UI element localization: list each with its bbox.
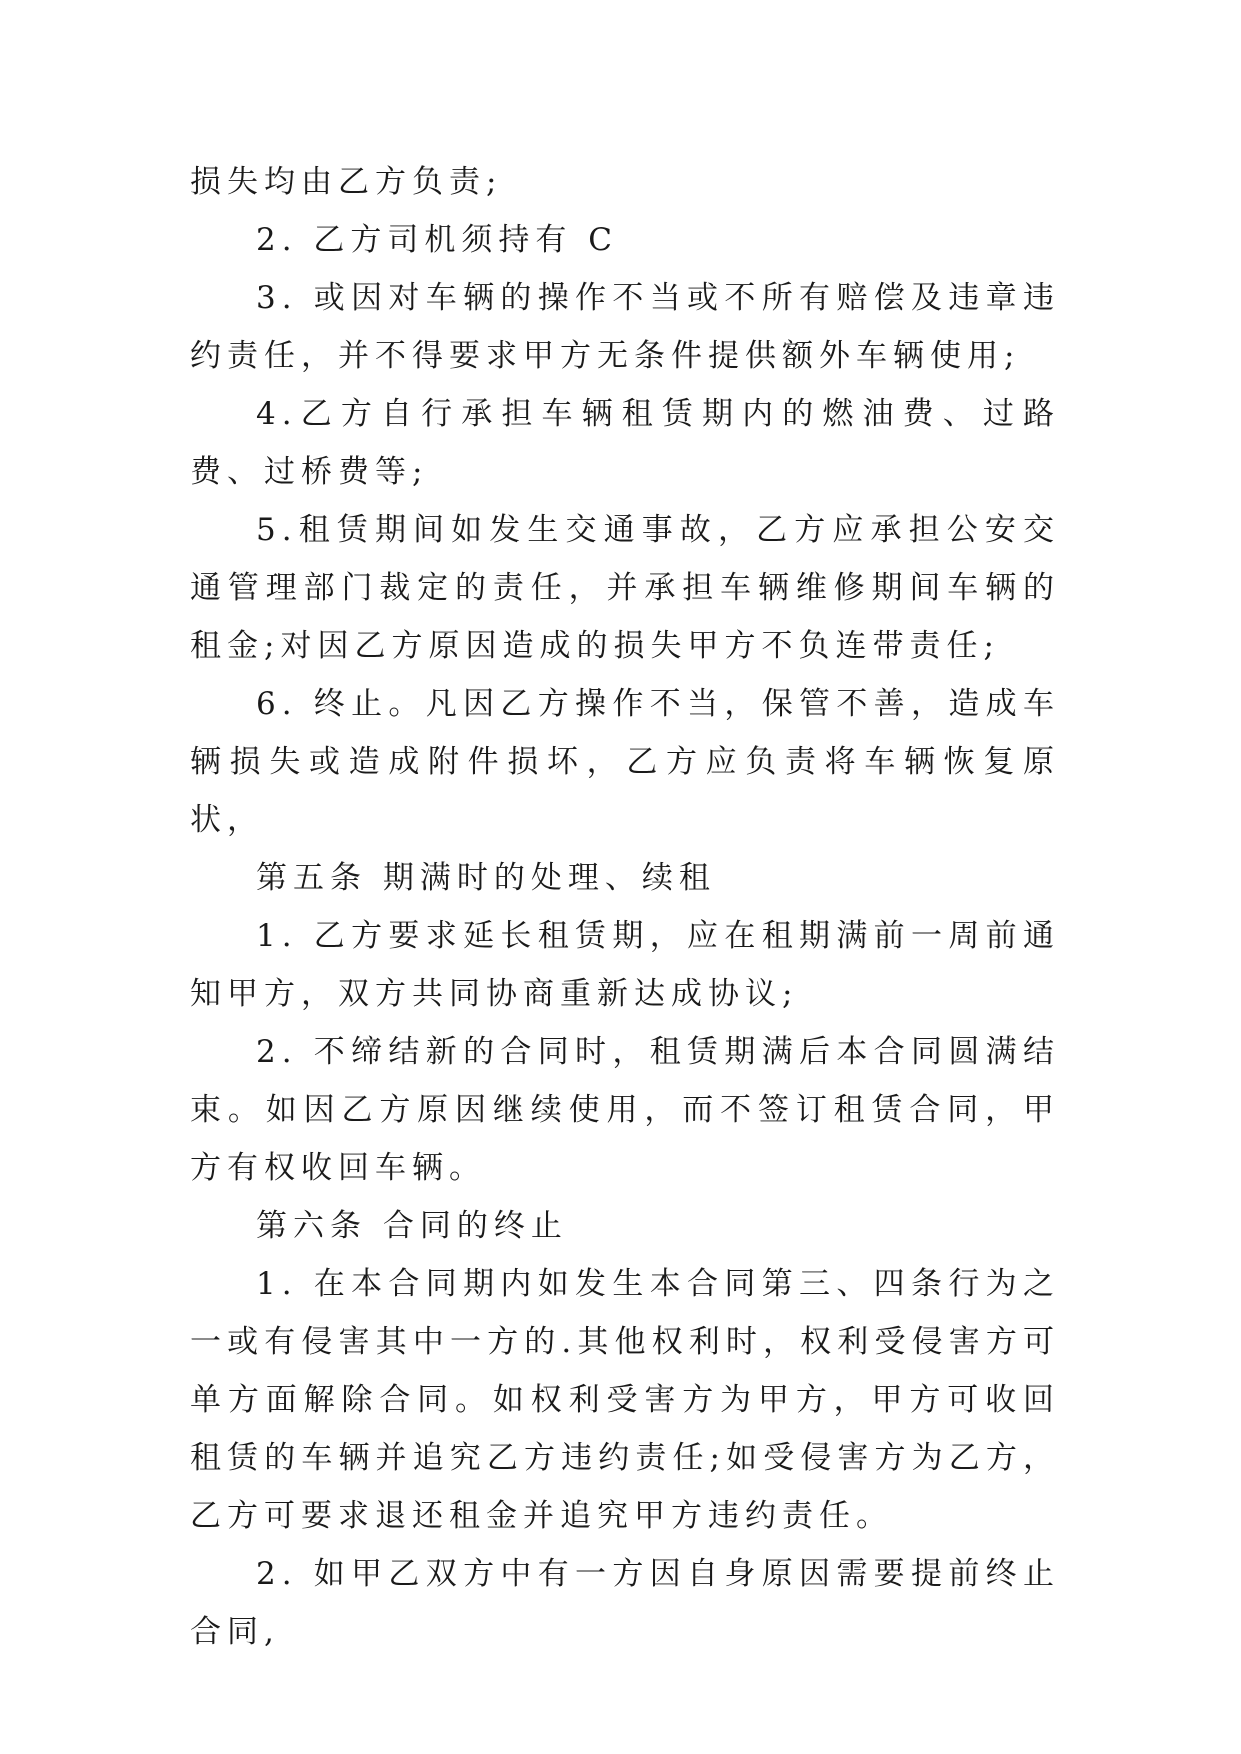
paragraph-clause-3-improper-operation: 3. 或因对车辆的操作不当或不所有赔偿及违章违约责任，并不得要求甲方无条件提供额外车辆使用; [190, 280, 1060, 374]
paragraph-loss-responsibility: 损失均由乙方负责; [190, 164, 503, 200]
paragraph-clause-4-fuel-tolls: 4.乙方自行承担车辆租赁期内的燃油费、过路费、过桥费等; [190, 396, 1060, 490]
paragraph-article-6-item-1: 1. 在本合同期内如发生本合同第三、四条行为之一或有侵害其中一方的.其他权利时，权利受侵害方可单方面解除合同。如权利受害方为甲方，甲方可收回租赁的车辆并追究乙方违约责任;如受侵害方为乙方，乙方可要求退还租金并追究甲方违约责任。 [190, 1266, 1060, 1534]
paragraph-clause-5-traffic-accident: 5.租赁期间如发生交通事故，乙方应承担公安交通管理部门裁定的责任，并承担车辆维修期间车辆的租金;对因乙方原因造成的损失甲方不负连带责任; [190, 512, 1060, 664]
section-heading-article-5: 第五条 期满时的处理、续租 [256, 860, 716, 896]
paragraph-clause-6-termination-damage: 6. 终止。凡因乙方操作不当，保管不善，造成车辆损失或造成附件损坏，乙方应负责将车辆恢复原状， [190, 686, 1060, 838]
paragraph-article-5-item-1: 1. 乙方要求延长租赁期，应在租期满前一周前通知甲方，双方共同协商重新达成协议; [190, 918, 1060, 1012]
paragraph-clause-2-driver-license: 2. 乙方司机须持有 C [256, 222, 619, 258]
paragraph-article-6-item-2: 2. 如甲乙双方中有一方因自身原因需要提前终止合同, [190, 1556, 1060, 1650]
paragraph-article-5-item-2: 2. 不缔结新的合同时，租赁期满后本合同圆满结束。如因乙方原因继续使用，而不签订租赁合同，甲方有权收回车辆。 [190, 1034, 1060, 1186]
section-heading-article-6: 第六条 合同的终止 [256, 1208, 568, 1244]
document-body [190, 153, 1060, 1661]
